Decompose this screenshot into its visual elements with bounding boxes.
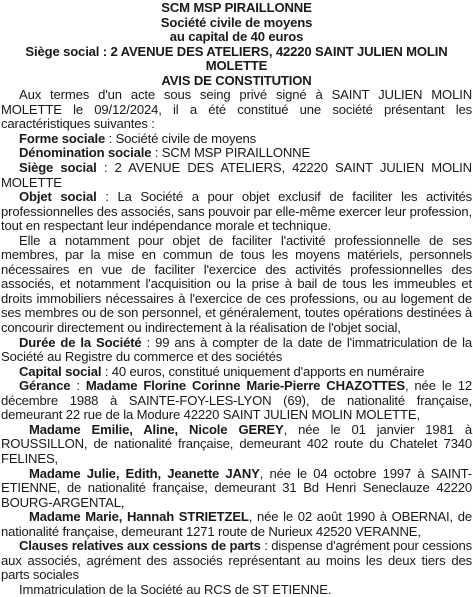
- field-value: : 2 AVENUE DES ATELIERS, 42220 SAINT JULIEN MOLIN MOLETTE: [1, 160, 472, 190]
- field-value: : 99 ans à compter de la date de l'immatriculation de la Société au Registre du commerce et des sociétés: [1, 334, 472, 365]
- field-label: Gérance: [19, 378, 71, 394]
- field-label: Siège social: [19, 160, 97, 176]
- manager-entry: [1, 467, 472, 511]
- field-duree: [1, 336, 472, 365]
- field-label: Forme sociale: [19, 130, 106, 146]
- manager-details: , née le 01 janvier 1981 à ROUSSILLON, de nationalité française, demeurant 402 route du Chatelet 7340 FELINES,: [1, 421, 473, 466]
- field-label: Capital social: [19, 363, 102, 379]
- field-siege-social: [1, 161, 472, 190]
- field-forme-sociale: [1, 132, 472, 147]
- manager-entry: [1, 423, 472, 467]
- field-value: : SCM MSP PIRAILLONNE: [151, 145, 311, 161]
- manager-name: Madame Julie, Edith, Jeanette JANY: [29, 465, 260, 481]
- field-value: : La Société a pour objet exclusif de faciliter les activités professionnelles des associés, sans pouvoir par elle-même exercer leur profession, tout en respectant leur indépendance morale et technique.: [1, 189, 472, 234]
- manager-details: , née le 04 octobre 1997 à SAINT-ETIENNE, de nationalité française, demeurant 31 Bd Henri Seneclauze 42220 BOURG-ARGENTAL,: [1, 465, 472, 510]
- manager-details: , née le 12 décembre 1988 à SAINTE-FOY-LES-LYON (69), de nationalité française, demeurant 22 rue de la Modure 42220 SAINT JULIEN MOLIN MOLETTE,: [1, 378, 472, 423]
- company-capital: au capital de 40 euros: [169, 29, 304, 45]
- objet-detail-paragraph: Elle a notamment pour objet de faciliter l'activité professionnelle de ses membres, par la mise en commun de tous les moyens matériels, personnels nécessaires en vue de faciliter l'exercice des activités professionnelles des associés, et notamment l'acquisition ou la prise à bail de tous les immeubles et droits immobiliers nécessaires à l'exercice de ces professions, ou au logement de ses membres ou de son personnel, et généralement, toutes opérations destinées à concourir directement ou indirectement à la réalisation de l'objet social,: [1, 232, 472, 336]
- manager-name: Madame Marie, Hannah STRIETZEL: [29, 509, 249, 525]
- field-objet-social: [1, 190, 472, 234]
- field-label: Dénomination sociale: [19, 145, 152, 161]
- field-label: Clauses relatives aux cessions de parts: [19, 538, 261, 554]
- field-capital-social: [1, 365, 472, 380]
- manager-name: Madame Florine Corinne Marie-Pierre CHAZOTTES: [85, 378, 405, 394]
- field-separator: :: [70, 378, 86, 394]
- company-name: SCM MSP PIRAILLONNE: [161, 0, 312, 15]
- field-value: : dispense d'agrément pour cessions aux associés, agrément des associés représentant au moins les deux tiers des parts sociales: [1, 538, 473, 583]
- field-label: Durée de la Société: [19, 334, 142, 350]
- closing-paragraph: Immatriculation de la Société au RCS de ST ETIENNE.: [19, 581, 332, 597]
- field-label: Objet social: [19, 189, 97, 205]
- field-value: : Société civile de moyens: [105, 130, 257, 146]
- intro-paragraph: Aux termes d'un acte sous seing privé signé à SAINT JULIEN MOLIN MOLETTE le 09/12/2024, il a été constitué une société présentant les caractéristiques suivantes :: [1, 87, 472, 132]
- manager-entry: [1, 510, 472, 539]
- field-clauses-cession: [1, 539, 472, 583]
- manager-details: , née le 02 août 1990 à OBERNAI, de nationalité française, demeurant 1271 route de Nurieux 42520 VERANNE,: [1, 509, 472, 539]
- company-headquarters: Siège social : 2 AVENUE DES ATELIERS, 42220 SAINT JULIEN MOLIN MOLETTE: [25, 43, 448, 74]
- field-denomination: [1, 146, 472, 161]
- company-type: Société civile de moyens: [160, 14, 313, 30]
- manager-name: Madame Emilie, Aline, Nicole GEREY: [29, 421, 284, 437]
- field-value: : 40 euros, constitué uniquement d'apports en numéraire: [101, 363, 425, 379]
- field-gerance: [1, 379, 472, 423]
- notice-title: AVIS DE CONSTITUTION: [161, 72, 312, 88]
